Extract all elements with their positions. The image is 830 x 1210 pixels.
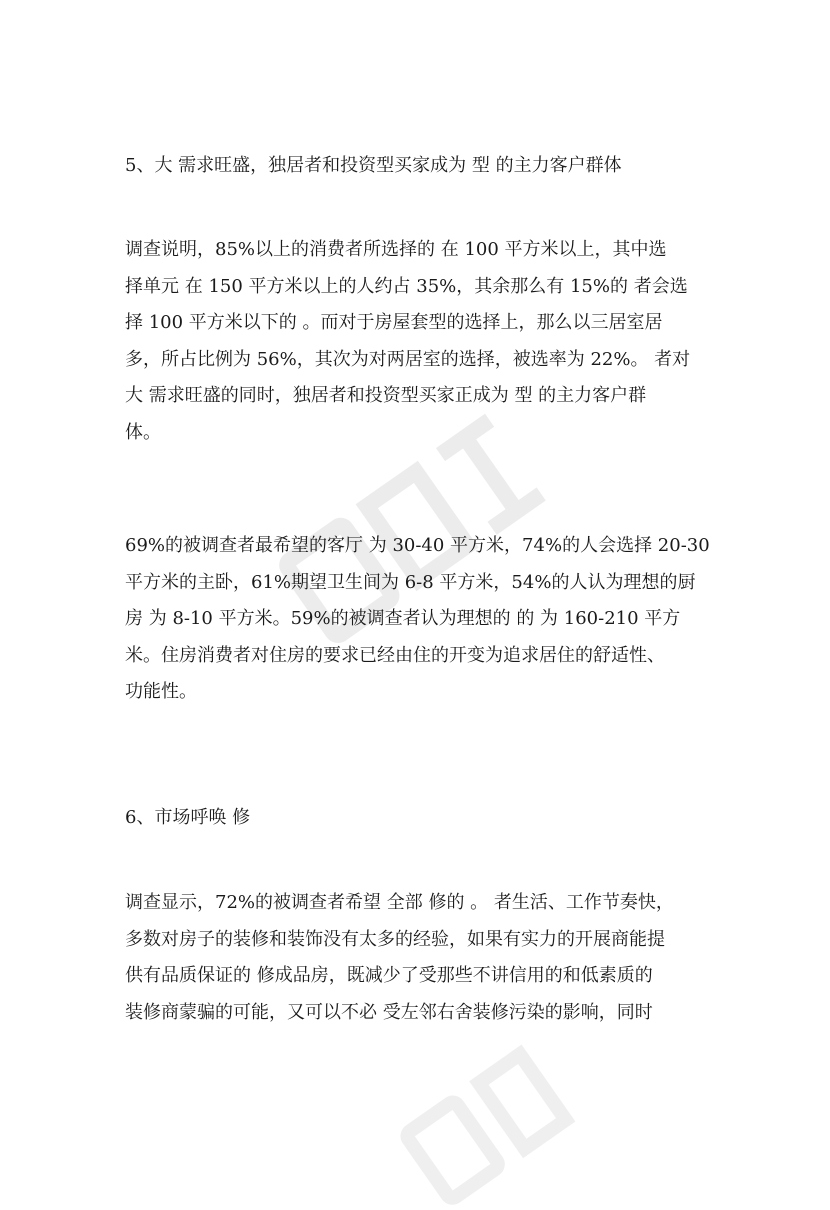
section-5-heading: 5、大 需求旺盛，独居者和投资型买家成为 型 的主力客户群体: [125, 155, 622, 176]
paragraph-line: 69%的被调查者最希望的客厅 为 30-40 平方米，74%的人会选择 20-30: [125, 535, 710, 556]
section-6-heading: 6、市场呼唤 修: [125, 807, 251, 828]
paragraph-line: 调查说明，85%以上的消费者所选择的 在 100 平方米以上，其中选: [125, 239, 667, 260]
paragraph-line: 调查显示，72%的被调查者希望 全部 修的 。 者生活、工作节奏快，: [125, 892, 674, 913]
section-6-paragraph-1: [125, 885, 715, 1031]
paragraph-line: 多数对房子的装修和装饰没有太多的经验，如果有实力的开展商能提: [125, 928, 665, 950]
paragraph-line: 体。: [125, 421, 161, 443]
section-5-paragraph-2: [125, 528, 715, 711]
paragraph-line: 米。住房消费者对住房的要求已经由住的开变为追求居住的舒适性、: [125, 644, 665, 666]
paragraph-line: 功能性。: [125, 681, 197, 702]
paragraph-line: 平方米的主卧，61%期望卫生间为 6-8 平方米，54%的人认为理想的厨: [125, 571, 696, 593]
paragraph-line: 供有品质保证的 修成品房，既减少了受那些不讲信用的和低素质的: [125, 965, 653, 986]
paragraph-line: 大 需求旺盛的同时，独居者和投资型买家正成为 型 的主力客户群: [125, 385, 647, 406]
section-5-paragraph-1: [125, 232, 715, 451]
paragraph-line: 多，所占比例为 56%，其次为对两居室的选择，被选率为 22%。 者对: [125, 348, 691, 370]
paragraph-line: 择单元 在 150 平方米以上的人约占 35%，其余那么有 15%的 者会选: [125, 275, 688, 297]
paragraph-line: 择 100 平方米以下的 。而对于房屋套型的选择上，那么以三居室居: [125, 312, 663, 333]
paragraph-line: 房 为 8-10 平方米。59%的被调查者认为理想的 的 为 160-210 平方: [125, 608, 681, 629]
watermark-logo-icon-2: [380, 1010, 640, 1210]
paragraph-line: 装修商蒙骗的可能，又可以不必 受左邻右舍装修污染的影响，同时: [125, 1001, 653, 1023]
